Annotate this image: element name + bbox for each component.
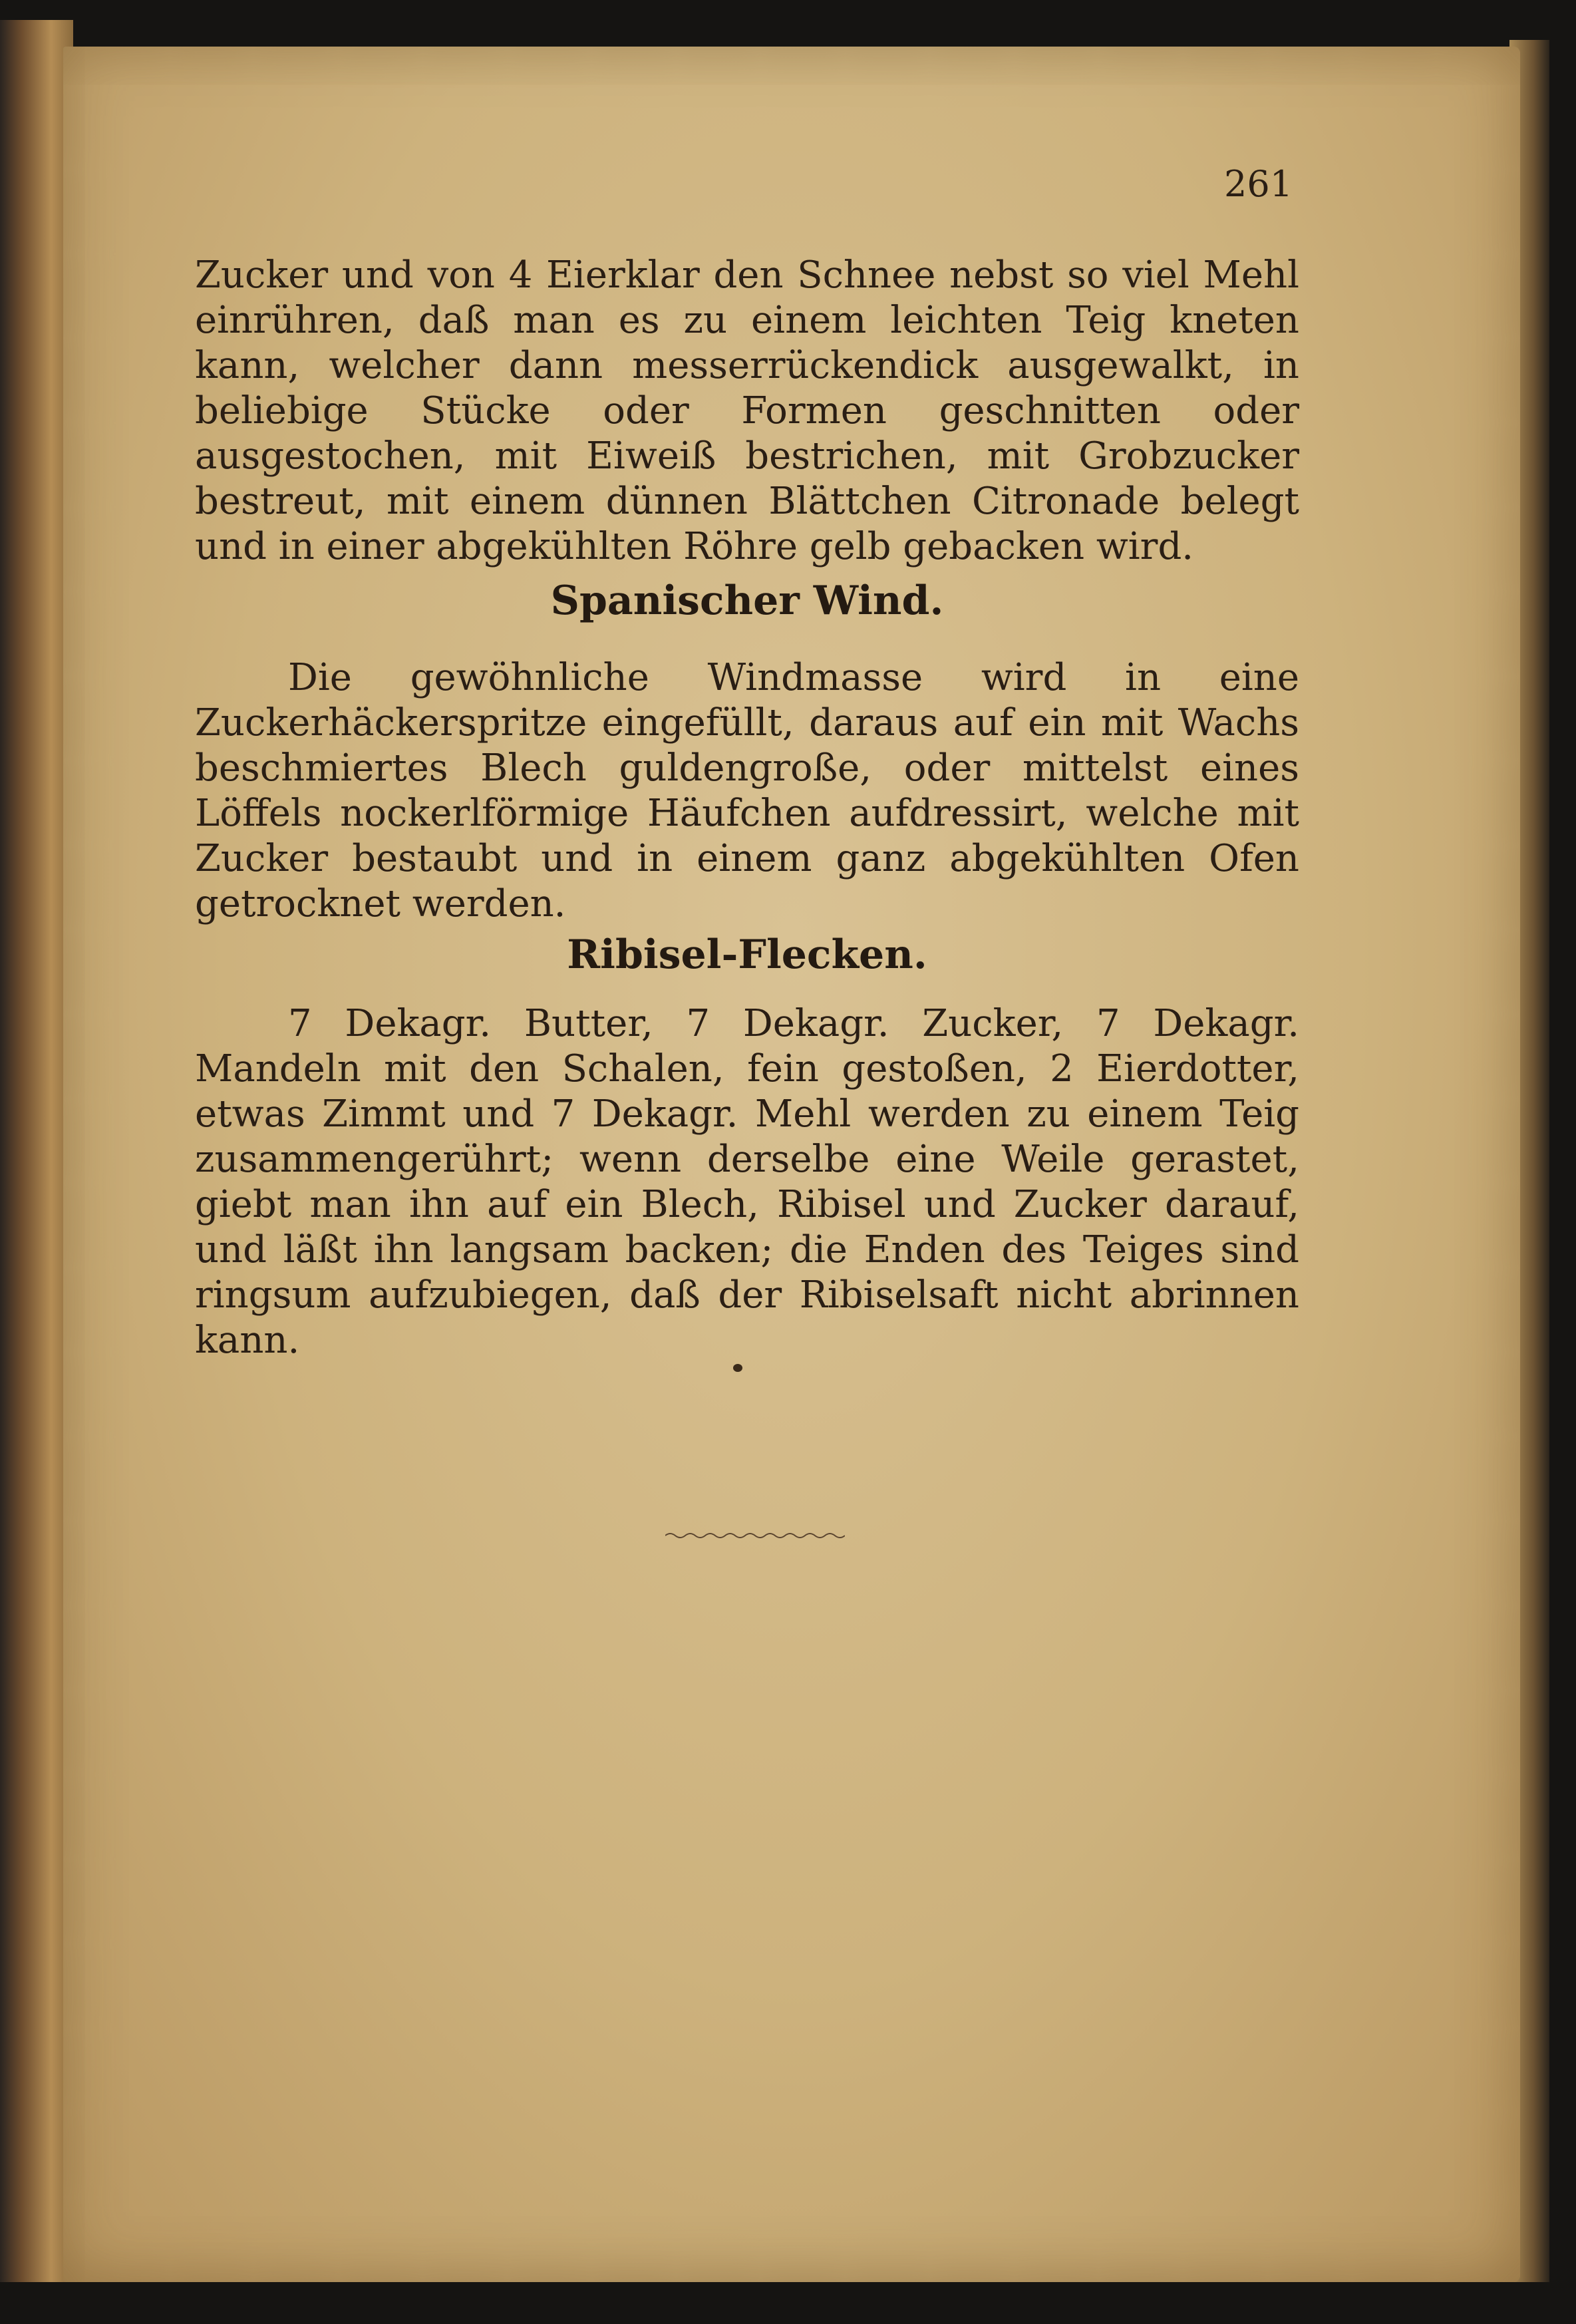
paragraph-continuation: Zucker und von 4 Eierklar den Schnee nebst so viel Mehl einrühren, daß man es zu einem leichten Teig kneten kann, welcher dann messerrückendick ausgewalkt, in beliebige Stücke oder Formen geschnitten oder ausgestochen, mit Eiweiß bestrichen, mit Grobzucker bestreut, mit einem dünnen Blättchen Citronade belegt und in einer abgekühlten Röhre gelb gebacken wird. <box>195 253 1299 568</box>
ink-speck <box>733 1364 742 1372</box>
book-spine <box>0 20 73 2282</box>
paragraph-spanischer-wind: Die gewöhnliche Windmasse wird in eine Zuckerhäckerspritze eingefüllt, daraus auf ein mit Wachs beschmiertes Blech guldengroße, oder mittelst eines Löffels nockerlförmige Häufchen aufdressirt, welche mit Zucker bestaubt und in einem ganz abgekühlten Ofen getrocknet werden. <box>195 656 1299 925</box>
recipe-heading-spanischer-wind: Spanischer Wind. <box>550 578 944 624</box>
wavy-divider-ornament <box>665 1530 845 1541</box>
page-number: 261 <box>1224 163 1293 205</box>
recipe-heading-ribisel-flecken: Ribisel-Flecken. <box>567 931 927 978</box>
paragraph-ribisel-flecken: 7 Dekagr. Butter, 7 Dekagr. Zucker, 7 Dekagr. Mandeln mit den Schalen, fein gestoßen, 2 Eierdotter, etwas Zimmt und 7 Dekagr. Mehl werden zu einem Teig zusammengerührt; wenn derselbe eine Weile gerastet, giebt man ihn auf ein Blech, Ribisel und Zucker darauf, und läßt ihn langsam backen; die Enden des Teiges sind ringsum aufzubiegen, daß der Ribiselsaft nicht abrinnen kann. <box>195 1002 1299 1362</box>
